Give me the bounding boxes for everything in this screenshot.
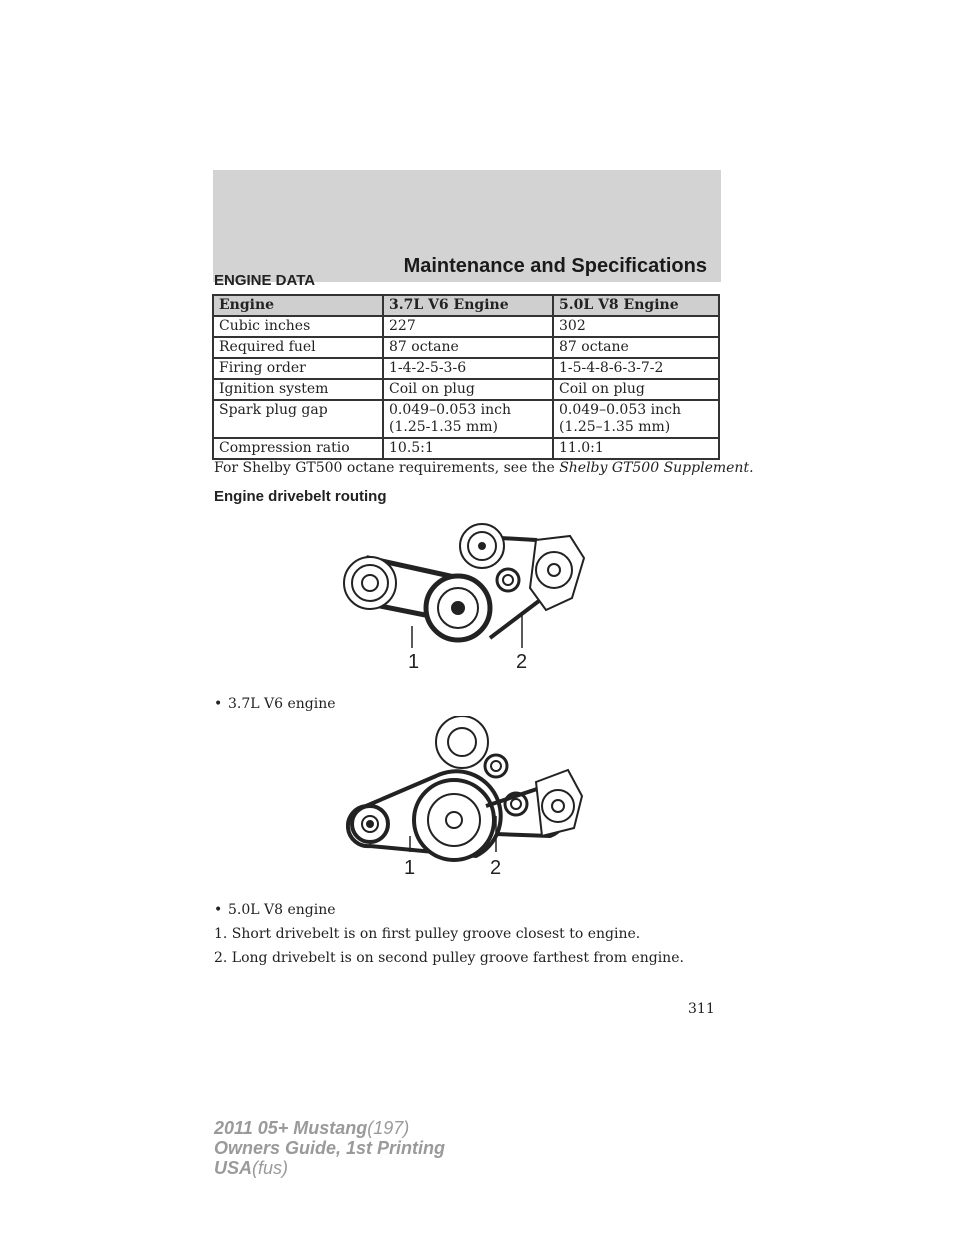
table-cell: Spark plug gap [213,400,383,438]
table-cell: 0.049–0.053 inch (1.25–1.35 mm) [553,400,719,438]
drivebelt-note-2: 2. Long drivebelt is on second pulley groove farthest from engine. [214,950,684,966]
footer-market-code: (fus) [252,1158,289,1178]
table-row [213,316,719,337]
table-cell: 11.0:1 [553,438,719,459]
table-cell: 1-5-4-8-6-3-7-2 [553,358,719,379]
table-header-row [213,295,719,316]
v8-caption [214,902,336,918]
v6-label-1: 1 [408,651,420,673]
section-title: ENGINE DATA [214,272,316,289]
v8-drivebelt-diagram [346,716,596,886]
drivebelt-note-1: 1. Short drivebelt is on first pulley groove closest to engine. [214,926,641,942]
table-row [213,337,719,358]
table-row [213,379,719,400]
table-cell: Compression ratio [213,438,383,459]
footer-market: USA [214,1158,253,1178]
table-cell: Required fuel [213,337,383,358]
table-header-cell: 3.7L V6 Engine [383,295,553,316]
table-cell: 1-4-2-5-3-6 [383,358,553,379]
table-cell: Ignition system [213,379,383,400]
footer-line-2: Owners Guide, 1st Printing [214,1138,446,1158]
header-band [213,170,721,282]
engine-data-table [212,294,720,460]
page-header-title: Maintenance and Specifications [403,255,707,277]
v6-caption-text: 3.7L V6 engine [228,696,336,712]
footer-line-1 [214,1118,445,1138]
table-cell: 10.5:1 [383,438,553,459]
table-cell: Coil on plug [383,379,553,400]
print-footer [214,1118,445,1178]
table-cell: 302 [553,316,719,337]
bullet-icon: • [214,902,223,918]
bullet-icon: • [214,696,223,712]
table-cell: Cubic inches [213,316,383,337]
v6-drivebelt-diagram [340,518,600,678]
v8-label-1: 1 [404,857,416,879]
octane-note [214,460,754,476]
footer-model: 2011 05+ Mustang [214,1118,368,1138]
drivebelt-subheading: Engine drivebelt routing [214,488,387,505]
table-cell: 87 octane [383,337,553,358]
table-row [213,438,719,459]
table-cell: 227 [383,316,553,337]
table-row [213,400,719,438]
v8-caption-text: 5.0L V8 engine [228,902,336,918]
supplement-reference: Shelby GT500 Supplement. [559,460,754,476]
table-cell: Firing order [213,358,383,379]
footer-code: (197) [367,1118,410,1138]
table-cell: 0.049–0.053 inch (1.25-1.35 mm) [383,400,553,438]
v6-caption [214,696,336,712]
v6-label-2: 2 [516,651,528,673]
octane-note-text: For Shelby GT500 octane requirements, see the [214,460,560,476]
table-header-cell: Engine [213,295,383,316]
table-cell: 87 octane [553,337,719,358]
table-row [213,358,719,379]
page-number: 311 [688,1001,715,1017]
footer-line-3 [214,1158,445,1178]
v8-label-2: 2 [490,857,502,879]
table-cell: Coil on plug [553,379,719,400]
table-header-cell: 5.0L V8 Engine [553,295,719,316]
